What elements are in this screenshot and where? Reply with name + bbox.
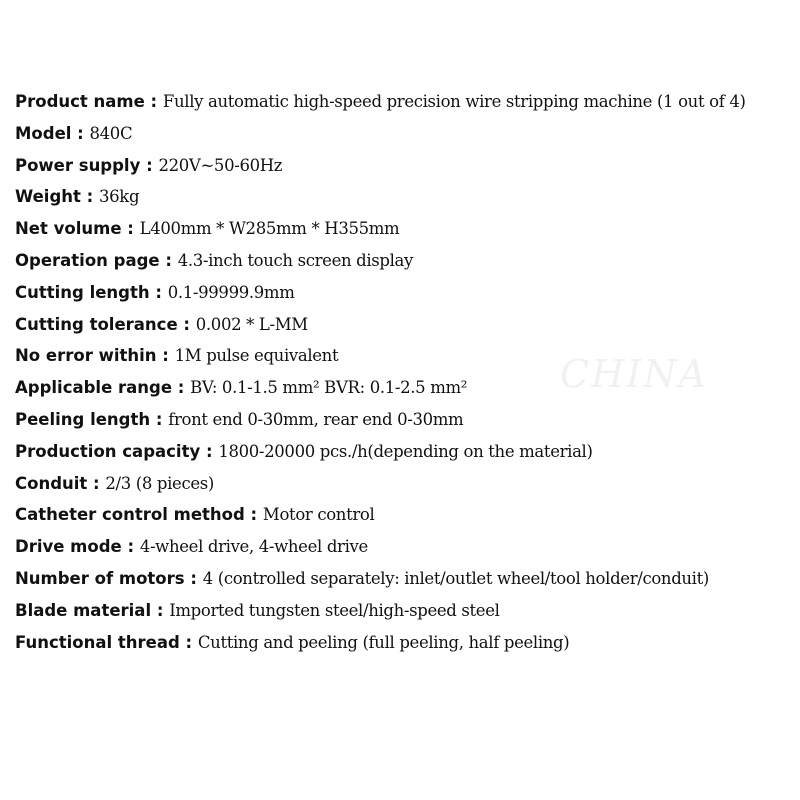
spec-row-weight bbox=[15, 181, 796, 213]
spec-value: 2/3 (8 pieces) bbox=[105, 473, 214, 493]
spec-label: Cutting length : bbox=[15, 282, 168, 302]
spec-row-product-name bbox=[15, 86, 796, 118]
spec-row-net-volume bbox=[15, 213, 796, 245]
spec-row-operation-page bbox=[15, 245, 796, 277]
spec-row-drive-mode bbox=[15, 531, 796, 563]
spec-value: BV: 0.1-1.5 mm² BVR: 0.1-2.5 mm² bbox=[190, 378, 468, 398]
spec-label: Applicable range : bbox=[15, 378, 191, 398]
spec-value: L400mm * W285mm * H355mm bbox=[139, 219, 400, 239]
spec-label: Conduit : bbox=[15, 473, 106, 493]
spec-label: Model : bbox=[15, 123, 90, 143]
spec-value: front end 0-30mm, rear end 0-30mm bbox=[168, 409, 464, 429]
spec-value: 220V~50-60Hz bbox=[158, 155, 283, 175]
spec-value: 4 (controlled separately: inlet/outlet wheel/tool holder/conduit) bbox=[202, 568, 709, 588]
spec-row-functional-thread bbox=[15, 627, 796, 659]
spec-label: Catheter control method : bbox=[15, 505, 263, 525]
spec-list bbox=[15, 86, 796, 658]
spec-value: 4-wheel drive, 4-wheel drive bbox=[139, 537, 368, 557]
spec-row-conduit bbox=[15, 468, 796, 500]
spec-row-applicable-range bbox=[15, 372, 796, 404]
spec-value: 4.3-inch touch screen display bbox=[177, 250, 414, 270]
spec-value: 0.002 * L-MM bbox=[195, 314, 308, 334]
spec-row-peeling-length bbox=[15, 404, 796, 436]
spec-label: Product name : bbox=[15, 92, 163, 111]
spec-value: 36kg bbox=[99, 187, 140, 207]
spec-row-power-supply bbox=[15, 150, 796, 182]
spec-label: Cutting tolerance : bbox=[15, 314, 196, 334]
spec-label: Power supply : bbox=[15, 155, 159, 175]
spec-row-number-of-motors bbox=[15, 563, 796, 595]
spec-label: Functional thread : bbox=[15, 632, 198, 652]
spec-row-production-capacity bbox=[15, 436, 796, 468]
spec-value: Imported tungsten steel/high-speed steel bbox=[169, 600, 500, 620]
spec-row-no-error-within bbox=[15, 340, 796, 372]
spec-value: 840C bbox=[89, 123, 133, 143]
spec-label: Blade material : bbox=[15, 600, 170, 620]
spec-label: Operation page : bbox=[15, 250, 178, 270]
spec-row-blade-material bbox=[15, 595, 796, 627]
spec-label: Production capacity : bbox=[15, 441, 219, 461]
spec-value: 1800-20000 pcs./h(depending on the material) bbox=[218, 441, 593, 461]
spec-value: Cutting and peeling (full peeling, half peeling) bbox=[197, 632, 570, 652]
watermark: CHINA bbox=[560, 352, 708, 396]
spec-row-catheter-control-method bbox=[15, 499, 796, 531]
spec-label: Net volume : bbox=[15, 219, 140, 239]
spec-row-cutting-tolerance bbox=[15, 309, 796, 341]
spec-row-cutting-length bbox=[15, 277, 796, 309]
spec-label: Peeling length : bbox=[15, 409, 169, 429]
spec-label: No error within : bbox=[15, 346, 175, 366]
spec-label: Drive mode : bbox=[15, 537, 140, 557]
spec-value: Motor control bbox=[262, 505, 375, 525]
spec-label: Weight : bbox=[15, 187, 99, 207]
spec-value: Fully automatic high-speed precision wire stripping machine (1 out of 4) bbox=[162, 92, 746, 111]
spec-label: Number of motors : bbox=[15, 568, 203, 588]
spec-value: 0.1-99999.9mm bbox=[167, 282, 295, 302]
spec-value: 1M pulse equivalent bbox=[174, 346, 339, 366]
spec-row-model bbox=[15, 118, 796, 150]
